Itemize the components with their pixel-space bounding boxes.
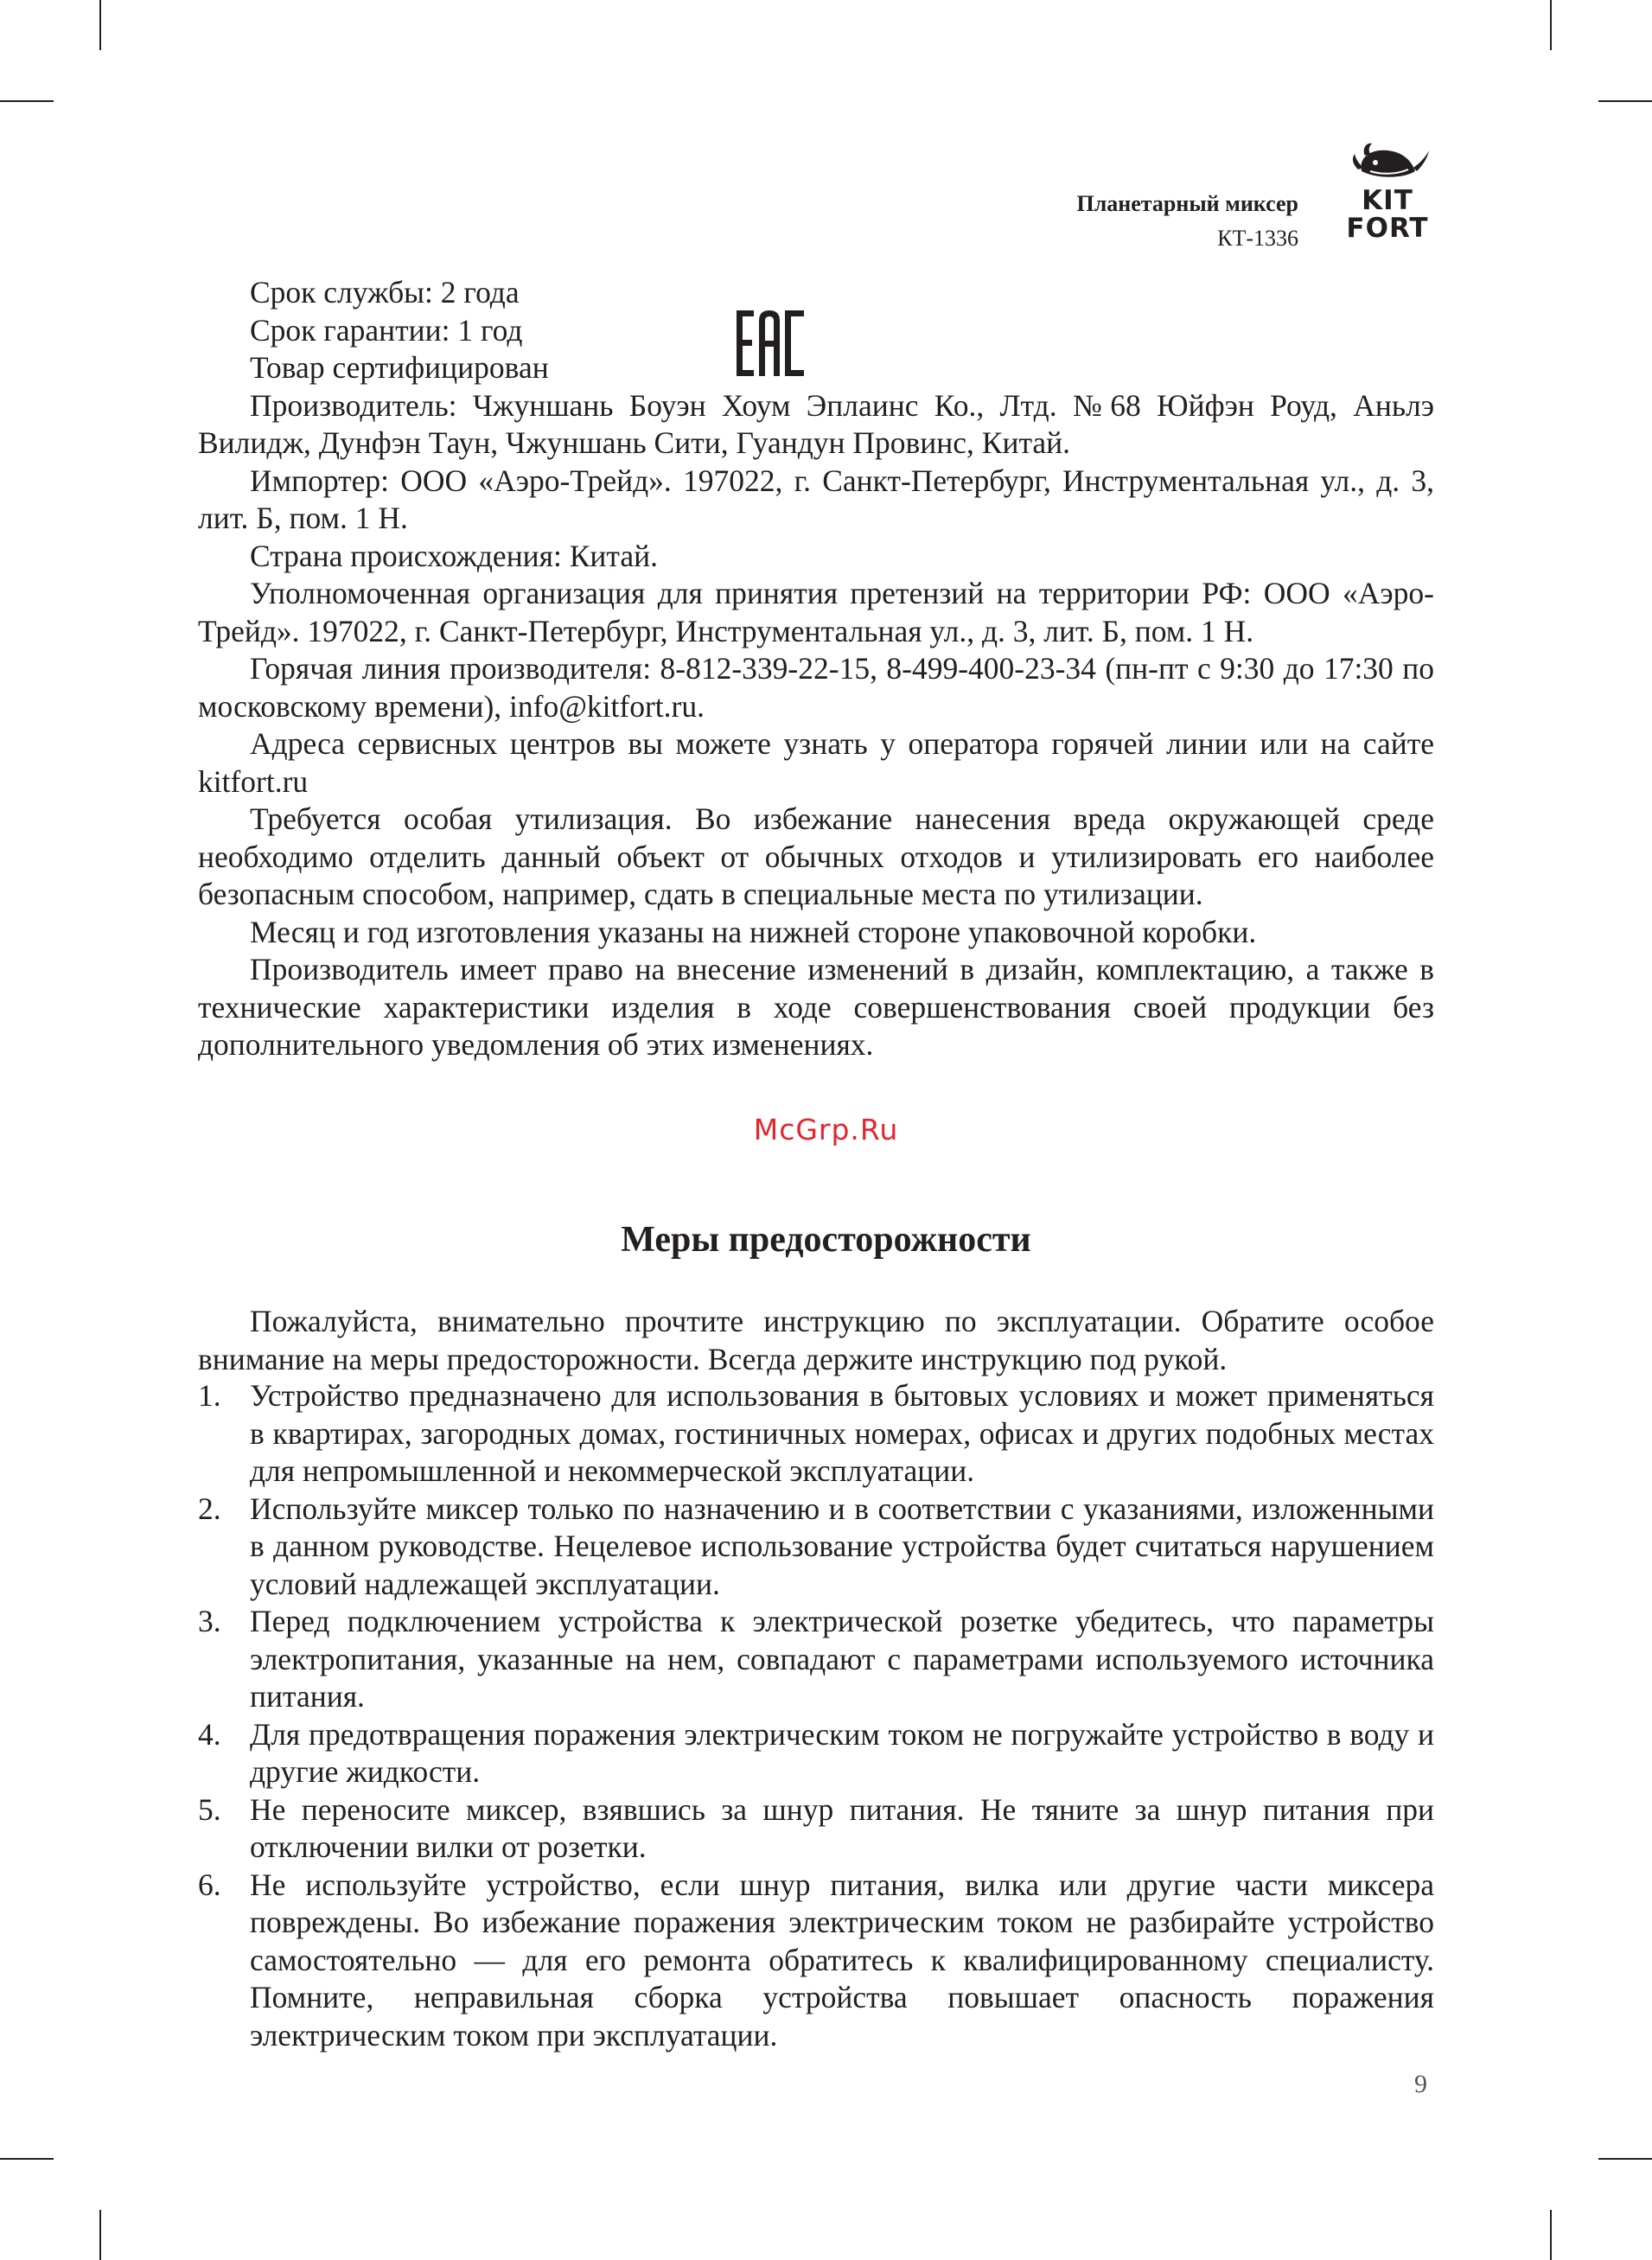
crop-mark <box>1550 0 1552 50</box>
changes-notice: Производитель имеет право на внесение изменений в дизайн, комплектацию, а также в технические характеристики изделия в ходе совершенствования своей продукции без дополнительного уведомления об этих изменениях. <box>198 952 1434 1062</box>
manufacture-date-note: Месяц и год изготовления указаны на нижней стороне упаковочной коробки. <box>250 914 1257 949</box>
page-number: 9 <box>1414 2070 1427 2098</box>
watermark: McGrp.Ru <box>753 1113 899 1146</box>
crop-mark <box>99 2210 101 2260</box>
service-centers: Адреса сервисных центров вы можете узнать у оператора горячей линии или на сайте kitfort.ru <box>198 726 1434 799</box>
list-item <box>198 1791 1434 1867</box>
crop-mark <box>1550 2210 1552 2260</box>
authorized-organization: Уполномоченная организация для принятия претензий на территории РФ: ООО «Аэро-Трейд». 197022, г. Санкт-Петербург, Инструментальная ул., д. 3, лит. Б, пом. 1 Н. <box>198 576 1434 648</box>
product-title: Планетарный миксер <box>1076 191 1298 216</box>
item-number: 3. <box>198 1604 221 1638</box>
crop-mark <box>99 0 101 50</box>
item-text: Для предотвращения поражения электрическим током не погружайте устройство в воду и другие жидкости. <box>250 1716 1434 1789</box>
hotline: Горячая линия производителя: 8-812-339-22-15, 8-499-400-23-34 (пн-пт с 9:30 до 17:30 по московскому времени), info@kitfort.ru. <box>198 651 1434 724</box>
list-item <box>198 1603 1434 1716</box>
item-text: Используйте миксер только по назначению и в соответствии с указаниями, изложенными в данном руководстве. Нецелевое использование устройства будет считаться нарушением условий надлежащей эксплуатации. <box>250 1491 1434 1601</box>
item-text: Не используйте устройство, если шнур питания, вилка или другие части миксера повреждены. Во избежание поражения электрическим током не разбирайте устройство самостоятельно — для его ремонта обратитесь к квалифицированному специалисту. Помните, неправильная сборка устройства повышает опасность поражения электрическим током при эксплуатации. <box>250 1867 1434 2053</box>
list-item <box>198 1377 1434 1491</box>
warranty-period: Срок гарантии: 1 год <box>250 312 523 348</box>
page-header <box>1076 187 1298 256</box>
logo-text-kit: KIT <box>1362 185 1413 216</box>
crop-mark <box>1598 2158 1652 2160</box>
crop-mark <box>0 100 54 102</box>
list-item <box>198 1867 1434 2055</box>
crop-mark <box>1598 100 1652 102</box>
product-model: КТ-1336 <box>1217 226 1298 251</box>
disposal-note: Требуется особая утилизация. Во избежание нанесения вреда окружающей среде необходимо отделить данный объект от обычных отходов и утилизировать его наиболее безопасным способом, например, сдать в специальные места по утилизации. <box>198 801 1434 911</box>
precautions-list <box>198 1377 1434 2054</box>
item-number: 2. <box>198 1491 221 1526</box>
intro-text <box>198 274 1434 1064</box>
service-life: Срок службы: 2 года <box>250 275 520 310</box>
crop-mark <box>0 2158 54 2160</box>
list-item <box>198 1491 1434 1604</box>
precautions-intro-text: Пожалуйста, внимательно прочтите инструкцию по эксплуатации. Обратите особое внимание на меры предосторожности. Всегда держите инструкцию под рукой. <box>198 1304 1434 1376</box>
item-number: 1. <box>198 1378 221 1413</box>
precautions-intro <box>198 1303 1434 1378</box>
list-item <box>198 1716 1434 1791</box>
item-number: 4. <box>198 1716 221 1752</box>
certification-note: Товар сертифицирован <box>250 350 549 385</box>
item-number: 6. <box>198 1867 221 1902</box>
manufacturer: Производитель: Чжуншань Боуэн Хоум Эплаинс Ко., Лтд. №68 Юйфэн Роуд, Аньлэ Вилидж, Дунфэн Таун, Чжуншань Сити, Гуандун Провинс, Китай. <box>198 387 1434 460</box>
item-text: Не переносите миксер, взявшись за шнур питания. Не тяните за шнур питания при отключении вилки от розетки. <box>250 1791 1434 1864</box>
country-of-origin: Страна происхождения: Китай. <box>250 538 659 573</box>
item-text: Устройство предназначено для использования в бытовых условиях и может применяться в квартирах, загородных домах, гостиничных номерах, офисах и других подобных местах для непромышленной и некоммерческой эксплуатации. <box>250 1378 1434 1488</box>
logo-text-fort: FORT <box>1346 213 1429 244</box>
item-text: Перед подключением устройства к электрической розетке убедитесь, что параметры электропитания, указанные на нем, совпадают с параметрами используемого источника питания. <box>250 1604 1434 1714</box>
item-number: 5. <box>198 1791 221 1827</box>
section-title: Меры предосторожности <box>621 1220 1031 1260</box>
whale-icon <box>1336 137 1439 187</box>
kitfort-logo <box>1336 137 1439 242</box>
importer: Импортер: ООО «Аэро-Трейд». 197022, г. Санкт-Петербург, Инструментальная ул., д. 3, лит. Б, пом. 1 Н. <box>198 463 1434 535</box>
